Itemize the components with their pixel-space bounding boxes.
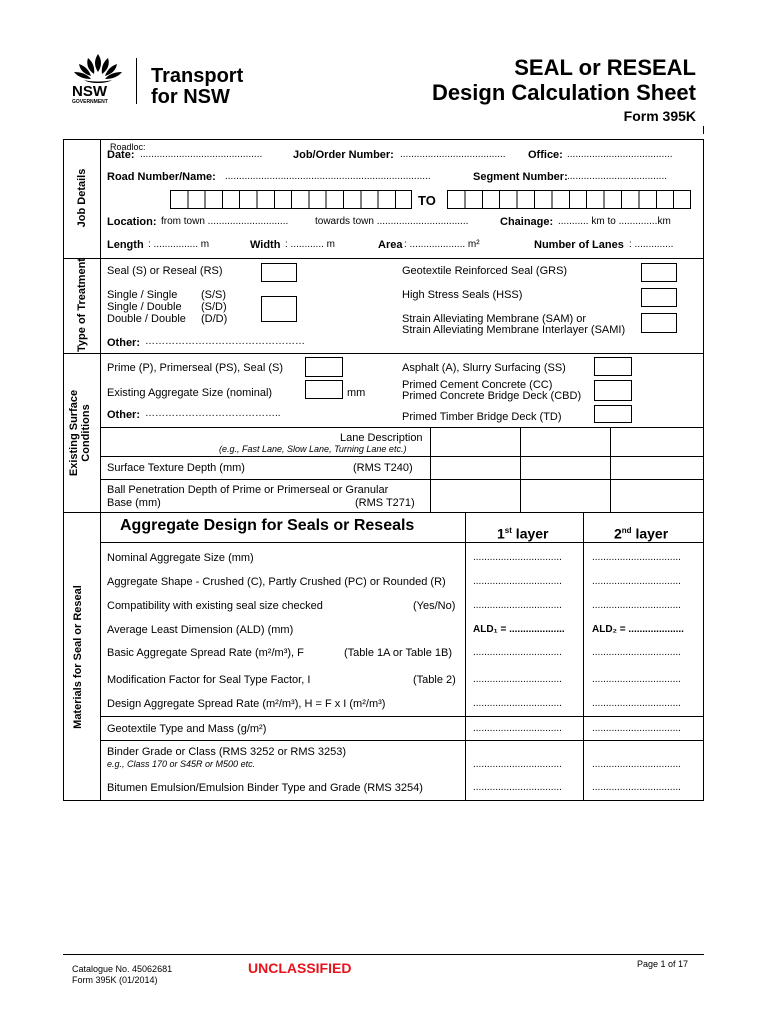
l2-mod-field[interactable]: ................................ [592,674,681,685]
mat-sep-2 [100,740,704,741]
form-reference: Form 395K (01/2014) [72,975,158,985]
sam-label-line2: Strain Alleviating Membrane Interlayer (SAMI) [402,324,626,336]
length-field[interactable]: : ................ m [148,239,210,250]
pcbd-label: Primed Concrete Bridge Deck (CBD) [402,390,582,402]
ball-label-line1: Ball Penetration Depth of Prime or Primerseal or Granular [107,484,389,496]
texture-ref: (RMS T240) [353,462,413,474]
lane-desc-eg: (e.g., Fast Lane, Slow Lane, Turning Lane etc.) [219,444,407,454]
basic-rate-label: Basic Aggregate Spread Rate (m²/m³), F [107,647,304,659]
section-type-of-treatment: Type of Treatment [76,258,88,352]
prime-box[interactable] [305,357,343,377]
length-label: Length [107,239,144,251]
catalogue-number: Catalogue No. 45062681 [72,964,173,974]
office-label: Office: [528,149,563,161]
pcc-box[interactable] [594,380,632,401]
l2-geo-field[interactable]: ................................ [592,723,681,734]
geotextile-type-label: Geotextile Type and Mass (g/m²) [107,723,267,735]
seal-configuration-box[interactable] [261,296,297,322]
agg-size-box[interactable] [305,380,343,399]
binder-eg: e.g., Class 170 or S45R or M500 etc. [107,759,256,769]
logo-state: NSW [72,83,107,100]
waratah-icon [70,52,126,86]
ball-label-line2: Base (mm) [107,497,161,509]
high-stress-box[interactable] [641,288,677,307]
lanes-label: Number of Lanes [534,239,624,251]
l2-bitumen-field[interactable]: ................................ [592,782,681,793]
section-existing-surface: Existing Surface Conditions [68,389,92,477]
roadloc-from-boxes[interactable] [170,190,412,209]
date-field[interactable]: ............................................ [140,149,263,160]
ptbd-box[interactable] [594,405,632,423]
l2-design-field[interactable]: ................................ [592,698,681,709]
roadloc-to-boxes[interactable] [447,190,691,209]
nominal-size-label: Nominal Aggregate Size (mm) [107,552,254,564]
compat-ref: (Yes/No) [413,600,456,612]
treatment-other-field[interactable]: ………………………………………… [145,336,305,347]
office-field[interactable]: ...................................... [567,149,673,160]
nsw-logo [70,52,126,106]
lane-table-row1 [100,456,704,457]
asphalt-box[interactable] [594,357,632,376]
l1-geo-field[interactable]: ................................ [473,723,562,734]
margin-mark [703,126,704,134]
area-field[interactable]: : .................... m² [404,239,480,250]
page-number: Page 1 of 17 [637,959,689,969]
shape-label: Aggregate Shape - Crushed (C), Partly Crushed (PC) or Rounded (R) [107,576,446,588]
basic-rate-ref: (Table 1A or Table 1B) [344,647,453,659]
single-double-label: Single / Double [107,301,182,313]
form-number: Form 395K [623,108,696,124]
mat-header-line [100,542,704,543]
mod-factor-ref: (Table 2) [413,674,456,686]
binder-label: Binder Grade or Class (RMS 3252 or RMS 3253) [107,746,347,758]
lane-table-row2 [100,479,704,480]
ball-ref: (RMS T271) [355,497,415,509]
to-label: TO [418,193,436,208]
existing-other-field[interactable]: ………………………………….. [145,408,281,419]
location-from[interactable]: from town ............................. [161,216,289,227]
org-line2: for NSW [151,86,230,108]
section-materials: Materials for Seal or Reseal [72,585,84,729]
lane-table-top [100,427,704,428]
lane-col-3 [610,427,611,512]
double-double-label: Double / Double [107,313,186,325]
texture-label: Surface Texture Depth (mm) [107,462,245,474]
high-stress-label: High Stress Seals (HSS) [402,289,523,301]
sep-job [63,258,704,259]
compat-label: Compatibility with existing seal size checked [107,600,323,612]
classification-label: UNCLASSIFIED [248,960,352,976]
job-order-field[interactable]: ...................................... [400,149,506,160]
location-towards[interactable]: towards town ................................. [315,216,469,227]
agg-size-unit: mm [347,387,366,399]
sam-label-line1: Strain Alleviating Membrane (SAM) or [402,313,587,325]
existing-other-label: Other: [107,409,140,421]
job-order-label: Job/Order Number: [293,149,394,161]
ald-label: Average Least Dimension (ALD) (mm) [107,624,294,636]
segment-field[interactable]: .................................... [567,171,668,182]
single-single-label: Single / Single [107,289,178,301]
org-line1: Transport [151,65,244,87]
segment-label: Segment Number: [473,171,568,183]
footer-rule [63,954,704,955]
layer2-heading: 2nd layer [614,525,669,542]
section-label-column [100,139,101,801]
asphalt-label: Asphalt (A), Slurry Surfacing (SS) [402,362,566,374]
l1-binder-field[interactable]: ................................ [473,759,562,770]
prime-label: Prime (P), Primerseal (PS), Seal (S) [107,362,284,374]
sep-existing [63,512,704,513]
ptbd-label: Primed Timber Bridge Deck (TD) [402,411,562,423]
chainage-label: Chainage: [500,216,554,228]
title-line2: Design Calculation Sheet [431,80,696,105]
treatment-other-label: Other: [107,337,140,349]
mat-sep-1 [100,716,704,717]
l2-binder-field[interactable]: ................................ [592,759,681,770]
l1-mod-field[interactable]: ................................ [473,674,562,685]
layer1-heading: 1st layer [497,525,549,542]
road-label: Road Number/Name: [107,171,216,183]
bitumen-label: Bitumen Emulsion/Emulsion Binder Type and Grade (RMS 3254) [107,782,423,794]
seal-reseal-box[interactable] [261,263,297,282]
area-label: Area [378,239,403,251]
l2-shape-field[interactable]: ................................ [592,576,681,587]
sam-box[interactable] [641,313,677,333]
section-job-details: Job Details [76,168,88,228]
l1-design-field[interactable]: ................................ [473,698,562,709]
l1-compat-field[interactable]: ................................ [473,600,562,611]
l1-shape-field[interactable]: ................................ [473,576,562,587]
chainage-field[interactable]: ........... km to ..............km [558,216,671,227]
width-field[interactable]: : ............ m [285,239,336,250]
l1-ald-field[interactable]: ALD₁ = .................... [473,624,565,635]
aggregate-design-heading: Aggregate Design for Seals or Reseals [120,517,415,534]
roadloc-label: Roadloc: [110,142,146,152]
title-line1: SEAL or RESEAL [514,55,696,80]
single-double-code: (S/D) [201,301,227,313]
seal-reseal-label: Seal (S) or Reseal (RS) [107,265,223,277]
double-double-code: (D/D) [201,313,228,325]
geotextile-label: Geotextile Reinforced Seal (GRS) [402,265,568,277]
l1-bitumen-field[interactable]: ................................ [473,782,562,793]
logo-government: GOVERNMENT [72,99,108,105]
l1-basic-field[interactable]: ................................ [473,647,562,658]
l2-nominal-field[interactable]: ................................ [592,552,681,563]
lane-desc-label: Lane Description [340,432,423,444]
mat-col-2 [583,512,584,801]
pcc-label: Primed Cement Concrete (CC) [402,379,553,391]
road-field[interactable]: .......................................................................... [225,171,431,182]
l1-nominal-field[interactable]: ................................ [473,552,562,563]
lane-col-2 [520,427,521,512]
location-label: Location: [107,216,157,228]
mod-factor-label: Modification Factor for Seal Type Factor, I [107,674,311,686]
lane-col-1 [430,427,431,512]
design-rate-label: Design Aggregate Spread Rate (m²/m³), H = F x I (m²/m³) [107,698,386,710]
width-label: Width [250,239,281,251]
l2-ald-field[interactable]: ALD₂ = .................... [592,624,684,635]
date-label: Date: [107,149,135,161]
l2-compat-field[interactable]: ................................ [592,600,681,611]
logo-divider [136,58,137,104]
sep-treatment [63,353,704,354]
geotextile-box[interactable] [641,263,677,282]
mat-col-1 [465,512,466,801]
l2-basic-field[interactable]: ................................ [592,647,681,658]
agg-size-label: Existing Aggregate Size (nominal) [107,387,273,399]
single-single-code: (S/S) [201,289,227,301]
lanes-field[interactable]: : .............. [629,239,674,250]
